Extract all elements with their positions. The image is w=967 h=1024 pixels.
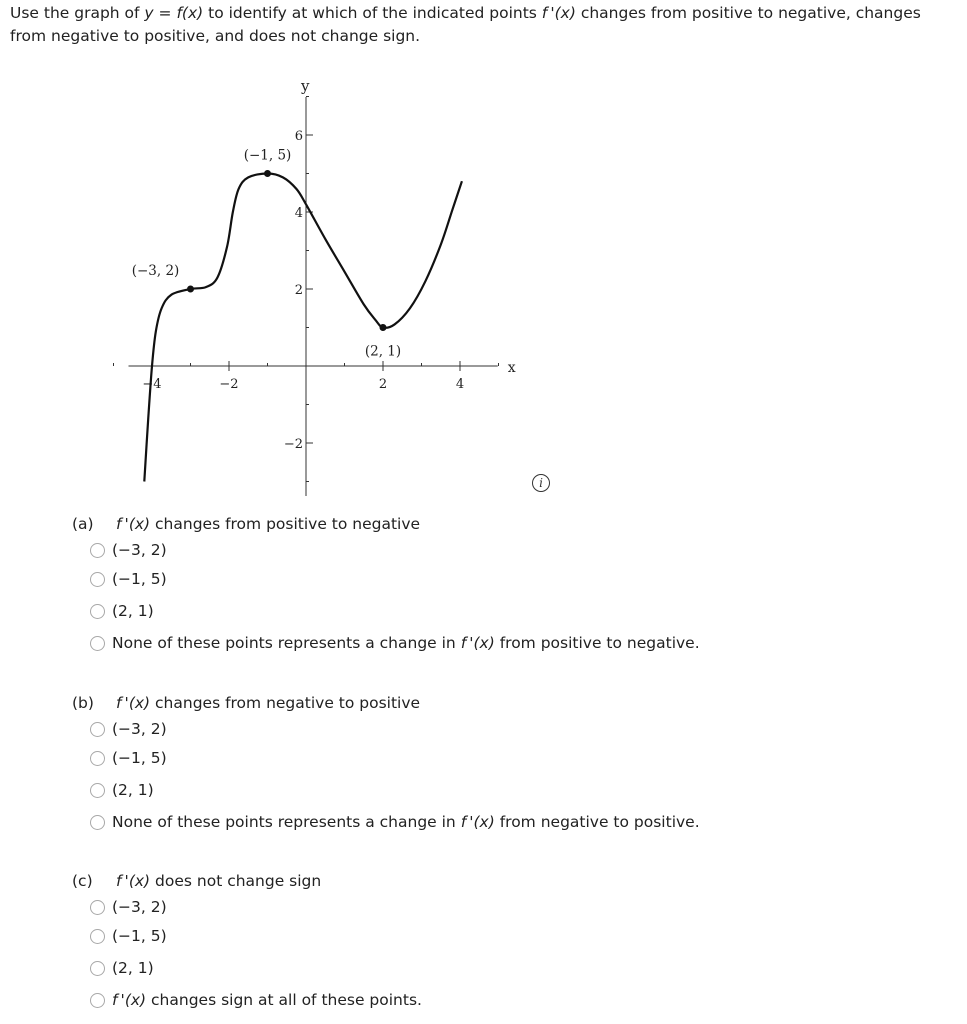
option-a-4[interactable] — [72, 627, 700, 659]
option-a-3[interactable] — [72, 595, 700, 627]
prompt-fprime: f '(x) — [541, 4, 576, 22]
part-fx: f '(x) — [116, 872, 151, 890]
option-label: (−1, 5) — [112, 927, 167, 945]
option-b-4[interactable] — [72, 806, 700, 838]
option-fx: f '(x) — [112, 991, 147, 1009]
option-b-3[interactable] — [72, 774, 700, 806]
point-label: (−1, 5) — [243, 147, 292, 164]
radio-button[interactable] — [90, 961, 105, 976]
option-label — [112, 806, 700, 838]
function-curve — [144, 174, 465, 482]
critical-point — [264, 170, 271, 177]
option-c-3[interactable] — [72, 952, 422, 984]
part-letter: (c) — [72, 872, 93, 890]
radio-button[interactable] — [90, 900, 105, 915]
x-tick-label: 4 — [455, 377, 465, 392]
y-tick-label: −2 — [283, 437, 303, 452]
point-label: (2, 1) — [364, 343, 402, 360]
option-label: (−3, 2) — [112, 898, 167, 916]
radio-button[interactable] — [90, 751, 105, 766]
option-text: None of these points represents a change in — [112, 634, 461, 652]
radio-button[interactable] — [90, 722, 105, 737]
prompt-text: changes from positive to negative, changes from negative to positive, and does not change sign. — [10, 4, 921, 45]
x-tick-label: 2 — [378, 377, 388, 392]
radio-button[interactable] — [90, 636, 105, 651]
part-title-text: changes from positive to negative — [150, 515, 421, 533]
option-c-1[interactable] — [72, 894, 422, 920]
radio-button[interactable] — [90, 993, 105, 1008]
option-b-1[interactable] — [72, 716, 700, 742]
point-label: (−3, 2) — [131, 263, 180, 279]
part-c — [72, 868, 422, 1016]
y-tick-label: 2 — [294, 283, 303, 298]
option-label: (−1, 5) — [112, 570, 167, 588]
option-c-4[interactable] — [72, 984, 422, 1016]
radio-button[interactable] — [90, 572, 105, 587]
option-label: (2, 1) — [112, 959, 154, 977]
info-icon[interactable]: i — [532, 474, 550, 492]
option-label: (2, 1) — [112, 602, 154, 620]
radio-button[interactable] — [90, 815, 105, 830]
option-text: None of these points represents a change in — [112, 813, 461, 831]
part-letter: (a) — [72, 515, 94, 533]
option-label: (−3, 2) — [112, 720, 167, 738]
part-fx: f '(x) — [116, 515, 151, 533]
prompt-eq-mid: = — [153, 4, 177, 22]
prompt-eq-rhs: f(x) — [176, 4, 204, 22]
option-text: from positive to negative. — [494, 634, 700, 652]
option-text: from negative to positive. — [494, 813, 700, 831]
prompt-text: Use the graph of — [10, 4, 145, 22]
critical-point — [187, 286, 194, 293]
question-prompt — [10, 2, 960, 48]
option-fx: f '(x) — [460, 813, 495, 831]
prompt-text: to identify at which of the indicated points — [203, 4, 542, 22]
option-text: changes sign at all of these points. — [146, 991, 422, 1009]
x-tick-label: −2 — [219, 377, 239, 392]
y-tick-label: 4 — [294, 206, 303, 221]
part-fx: f '(x) — [116, 694, 151, 712]
option-b-2[interactable] — [72, 742, 700, 774]
option-label: (−1, 5) — [112, 749, 167, 767]
option-fx: f '(x) — [460, 634, 495, 652]
option-a-1[interactable] — [72, 537, 700, 563]
x-tick-label: −4 — [142, 377, 162, 392]
y-axis-label: y — [301, 76, 310, 95]
option-a-2[interactable] — [72, 563, 700, 595]
part-letter: (b) — [72, 694, 94, 712]
prompt-eq-lhs: y — [144, 4, 154, 22]
option-label: (−3, 2) — [112, 541, 167, 559]
part-title-text: changes from negative to positive — [150, 694, 421, 712]
critical-point — [380, 324, 387, 331]
part-title-text: does not change sign — [150, 872, 322, 890]
radio-button[interactable] — [90, 604, 105, 619]
y-tick-label: 6 — [294, 129, 303, 144]
option-c-2[interactable] — [72, 920, 422, 952]
radio-button[interactable] — [90, 783, 105, 798]
option-label: (2, 1) — [112, 781, 154, 799]
part-b — [72, 690, 700, 838]
radio-button[interactable] — [90, 929, 105, 944]
part-a — [72, 511, 700, 659]
option-label — [112, 984, 422, 1016]
option-label — [112, 627, 700, 659]
x-axis-label: x — [507, 360, 516, 376]
radio-button[interactable] — [90, 543, 105, 558]
function-graph — [96, 56, 536, 496]
